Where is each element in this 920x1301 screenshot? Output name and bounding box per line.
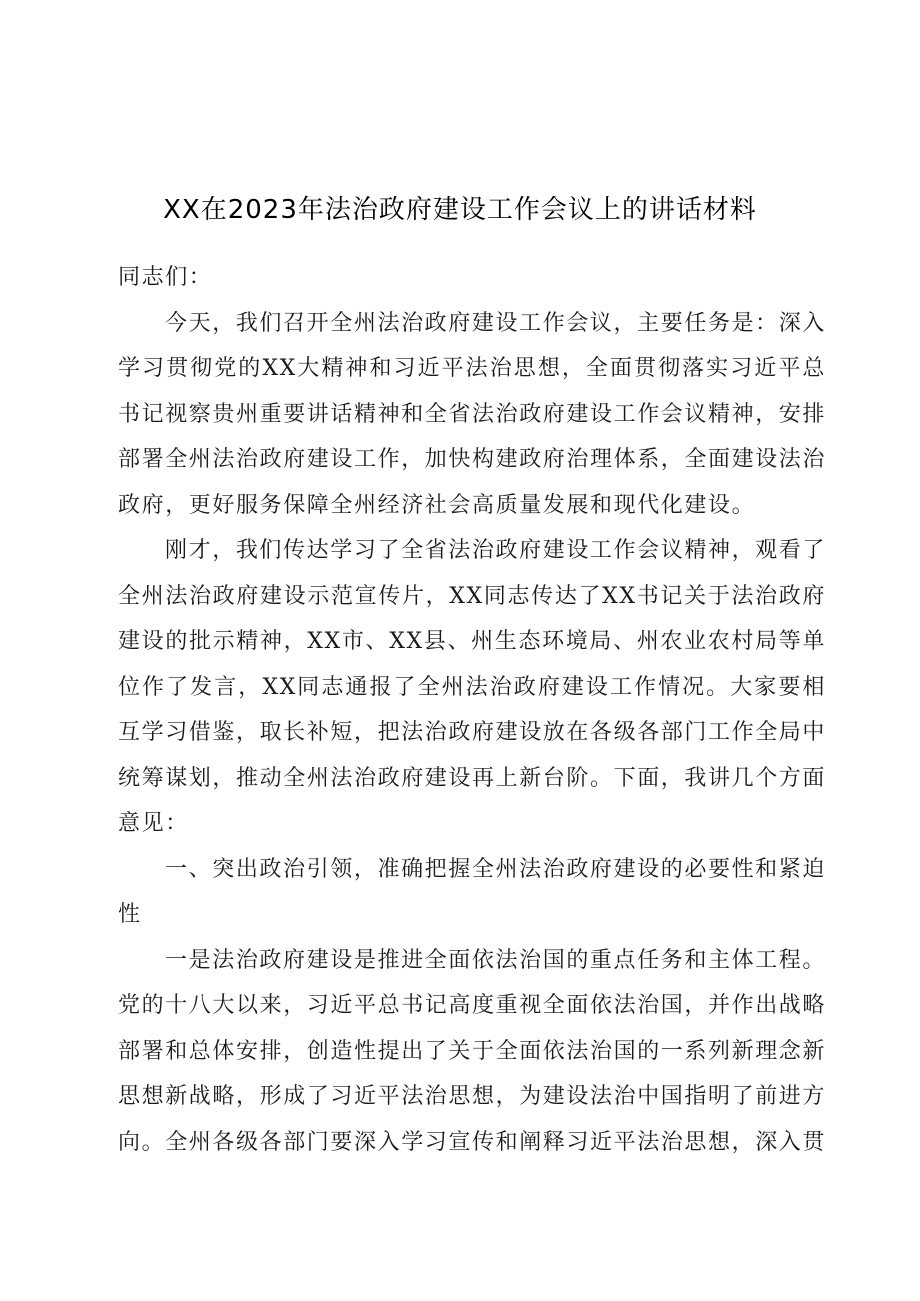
document-title: XX在2023年法治政府建设工作会议上的讲话材料 (163, 195, 757, 225)
paragraph-point-1: 一是法治政府建设是推进全面依法治国的重点任务和主体工程。党的十八大以来，习近平总书记高度重视全面依法治国，并作出战略部署和总体安排，创造性提出了关于全面依法治国的一系列新理念新思想新战略，形成了习近平法治思想，为建设法治中国指明了前进方向。全州各级各部门要深入学习宣传和阐释习近平法治思想，深入贯 (118, 947, 827, 1155)
salutation: 同志们： (118, 265, 213, 290)
paragraph-review: 刚才，我们传达学习了全省法治政府建设工作会议精神，观看了全州法治政府建设示范宣传片，XX同志传达了XX书记关于法治政府建设的批示精神，XX市、XX县、州生态环境局、州农业农村局等单位作了发言，XX同志通报了全州法治政府建设工作情况。大家要相互学习借鉴，取长补短，把法治政府建设放在各级各部门工作全局中统筹谋划，推动全州法治政府建设再上新台阶。下面，我讲几个方面意见： (118, 538, 827, 836)
document-body (118, 255, 826, 1165)
section-heading-1: 一、突出政治引领，准确把握全州法治政府建设的必要性和紧迫性 (118, 856, 826, 927)
paragraph-opening: 今天，我们召开全州法治政府建设工作会议，主要任务是：深入学习贯彻党的XX大精神和习近平法治思想，全面贯彻落实习近平总书记视察贵州重要讲话精神和全省法治政府建设工作会议精神，安排部署全州法治政府建设工作，加快构建政府治理体系，全面建设法治政府，更好服务保障全州经济社会高质量发展和现代化建设。 (118, 310, 827, 518)
